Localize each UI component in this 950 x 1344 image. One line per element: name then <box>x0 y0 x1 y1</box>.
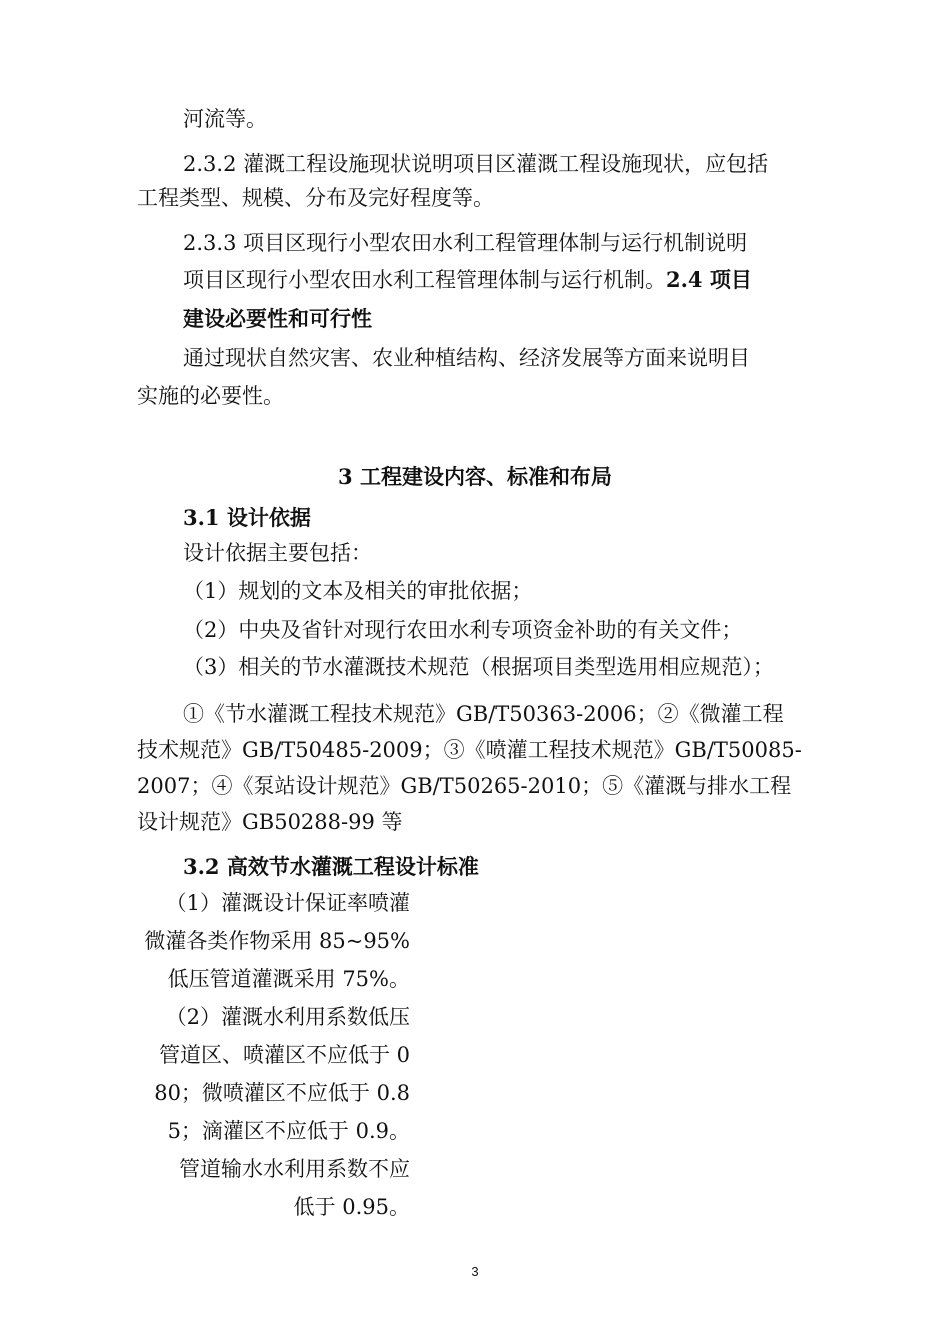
section-2-3-3-line: 2.3.3 项目区现行小型农田水利工程管理体制与运行机制说明 <box>183 231 748 255</box>
paragraph-line: 河流等。 <box>183 107 267 131</box>
narrow-column-line: 低于 0.95。 <box>293 1195 410 1219</box>
heading-2-4-end: 建设必要性和可行性 <box>183 306 372 331</box>
narrow-column-line: 5；滴灌区不应低于 0.9。 <box>167 1119 410 1143</box>
list-item: （2）中央及省针对现行农田水利专项资金补助的有关文件； <box>183 618 743 642</box>
paragraph-line: 实施的必要性。 <box>137 384 284 408</box>
heading-3-2: 3.2 高效节水灌溉工程设计标准 <box>183 854 479 879</box>
paragraph-line: 通过现状自然灾害、农业种植结构、经济发展等方面来说明目 <box>183 346 750 370</box>
standards-line: ①《节水灌溉工程技术规范》GB/T50363-2006；②《微灌工程 <box>183 702 784 726</box>
narrow-column-line: （2）灌溉水利用系数低压 <box>165 1005 410 1029</box>
section-2-3-2-line: 2.3.2 灌溉工程设施现状说明项目区灌溉工程设施现状，应包括 <box>183 152 769 176</box>
list-item: （1）规划的文本及相关的审批依据； <box>183 579 533 603</box>
narrow-column-line: 80；微喷灌区不应低于 0.8 <box>154 1081 410 1105</box>
narrow-column-line: 管道输水水利用系数不应 <box>179 1157 410 1181</box>
heading-2-4-start: 2.4 项目 <box>666 267 752 292</box>
paragraph-line <box>183 265 752 295</box>
chapter-3-heading: 3 工程建设内容、标准和布局 <box>338 464 612 489</box>
paragraph-text: 项目区现行小型农田水利工程管理体制与运行机制。 <box>183 268 666 292</box>
paragraph-line: 工程类型、规模、分布及完好程度等。 <box>137 186 494 210</box>
list-item: （3）相关的节水灌溉技术规范（根据项目类型选用相应规范）； <box>183 655 774 679</box>
page-number: 3 <box>471 1264 479 1279</box>
narrow-column-line: （1）灌溉设计保证率喷灌 <box>165 891 410 915</box>
paragraph-line: 设计依据主要包括： <box>183 541 372 565</box>
standards-line: 2007；④《泵站设计规范》GB/T50265-2010；⑤《灌溉与排水工程 <box>137 774 792 798</box>
narrow-column-line: 低压管道灌溉采用 75%。 <box>167 967 410 991</box>
standards-line: 技术规范》GB/T50485-2009；③《喷灌工程技术规范》GB/T50085- <box>137 738 802 762</box>
narrow-column-line: 管道区、喷灌区不应低于 0 <box>158 1043 410 1067</box>
heading-3-1: 3.1 设计依据 <box>183 505 311 530</box>
standards-line: 设计规范》GB50288-99 等 <box>137 810 403 834</box>
narrow-column-line: 微灌各类作物采用 85~95% <box>144 929 410 953</box>
